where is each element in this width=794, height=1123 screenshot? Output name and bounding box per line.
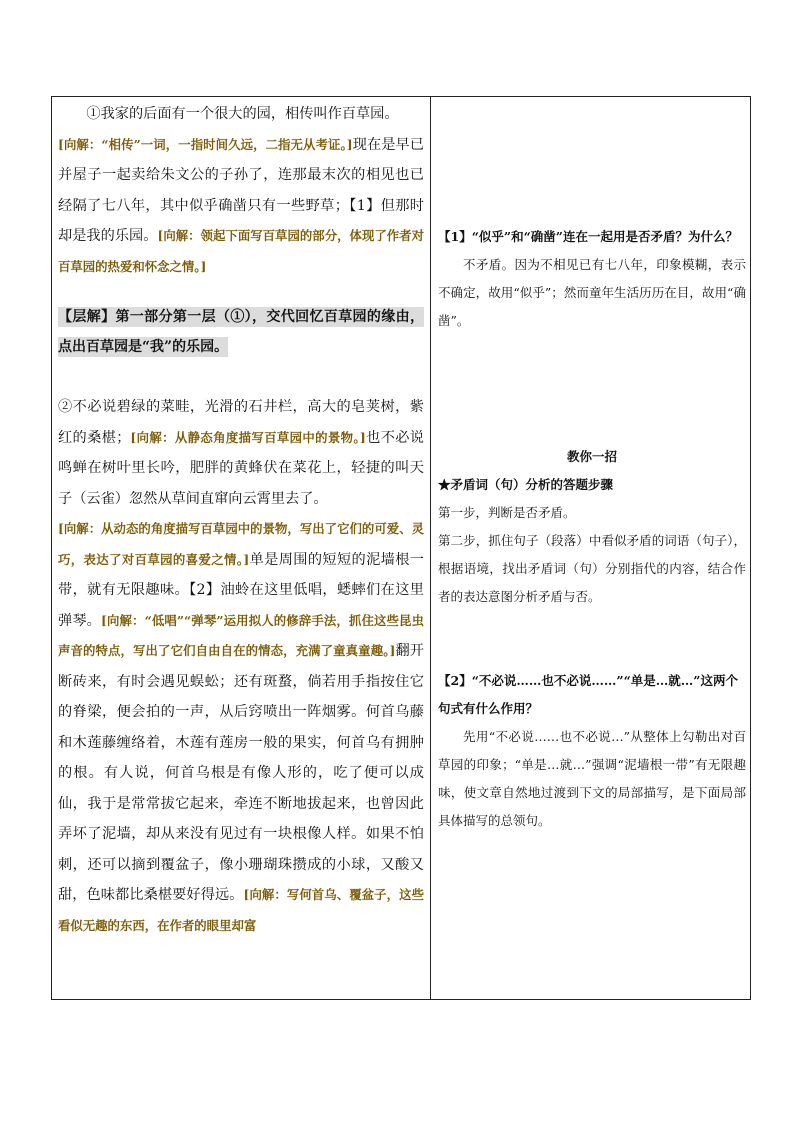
annotation-note: [向解：写何首乌、覆盆子，这些看似无趣的东西，在作者的眼里却富 bbox=[58, 887, 424, 933]
answer-2: 先用“不必说……也不必说…”从整体上勾勒出对百草园的印象；“单是…就…”强调“泥墙根一带”有无限趣味，使文章自然地过渡到下文的局部描写，是下面局部具体描写的总领句。 bbox=[438, 729, 746, 828]
annotation-note: [向解：“相传”一词，一指时间久远，二指无从考证。] bbox=[58, 136, 353, 152]
p1-text: ①我家的后面有一个很大的园，相传叫作百草园。 bbox=[86, 106, 399, 122]
p1-rest: 现在是早已并屋子一起卖给朱文公的子孙了，连那最末次的相见也已经隔了七八年，其中似乎确凿只有一些野草；【1】但那时却是我的乐园。 bbox=[58, 136, 424, 244]
question-2-block bbox=[438, 667, 746, 835]
tip-block bbox=[438, 443, 746, 611]
question-2: 【2】“不必说……也不必说……”“单是…就…”这两个句式有什么作用？ bbox=[438, 673, 738, 716]
text-column bbox=[58, 99, 424, 941]
p2-d: 翻开断砖来，有时会遇见蜈蚣；还有斑蝥，倘若用手指按住它的脊梁，便会拍的一声，从后窍喷出一阵烟雾。何首乌藤和木莲藤缠络着，木莲有莲房一般的果实，何首乌有拥肿的根。有人说，何首乌根是有像人形的，吃了便可以成仙，我于是常常拔它起来，牵连不断地拔起来，也曾因此弄坏了泥墙，却从来没有见过有一块根像人样。如果不怕刺，还可以摘到覆盆子，像小珊瑚珠攒成的小球，又酸又甜，色味都比桑椹要好得远。 bbox=[58, 643, 424, 903]
annotation-note: [向解：从动态的角度描写百草园中的景物，写出了它们的可爱、灵巧，表达了对百草园的喜爱之情。] bbox=[58, 521, 424, 567]
question-1: 【1】“似乎”和“确凿”连在一起用是否矛盾？为什么？ bbox=[438, 229, 738, 244]
paragraph-2 bbox=[58, 392, 424, 941]
layer-analysis bbox=[58, 302, 424, 362]
p2-b: 也不必说鸣蝉在树叶里长吟，肥胖的黄蜂伏在菜花上，轻捷的叫天子（云雀）忽然从草间直窜向云霄里去了。 bbox=[58, 429, 424, 507]
column-divider bbox=[430, 97, 431, 999]
p2-c: 单是周围的短短的泥墙根一带，就有无限趣味。【2】油蛉在这里低唱，蟋蟀们在这里弹琴。 bbox=[58, 551, 424, 629]
layer-text: 【层解】第一部分第一层（①），交代回忆百草园的缘由，点出百草园是“我”的乐园。 bbox=[58, 309, 424, 355]
annotation-note: [向解：从静态角度描写百草园中的景物。] bbox=[130, 429, 366, 445]
content-table bbox=[51, 96, 751, 1000]
tip-title: 教你一招 bbox=[566, 449, 617, 464]
answer-1: 不矛盾。因为不相见已有七八年，印象模糊，表示不确定，故用“似乎”；然而童年生活历历在目，故用“确凿”。 bbox=[438, 257, 746, 328]
annotation-note: [向解：“低唱”“弹琴”运用拟人的修辞手法，抓住这些昆虫声音的特点，写出了它们自由自在的情态，充满了童真童趣。] bbox=[58, 612, 424, 658]
p2-a: ②不必说碧绿的菜畦，光滑的石井栏，高大的皂荚树，紫红的桑椹； bbox=[58, 399, 424, 446]
question-1-block bbox=[438, 223, 746, 335]
tip-step-1: 第一步，判断是否矛盾。 bbox=[438, 505, 576, 520]
paragraph-1 bbox=[58, 99, 424, 282]
tip-heading: ★矛盾词（句）分析的答题步骤 bbox=[438, 477, 614, 492]
annotation-note: [向解：领起下面写百草园的部分，体现了作者对百草园的热爱和怀念之情。] bbox=[58, 228, 424, 274]
tip-step-2: 第二步，抓住句子（段落）中看似矛盾的词语（句子），根据语境，找出矛盾词（句）分别指代的内容，结合作者的表达意图分析矛盾与否。 bbox=[438, 533, 746, 604]
